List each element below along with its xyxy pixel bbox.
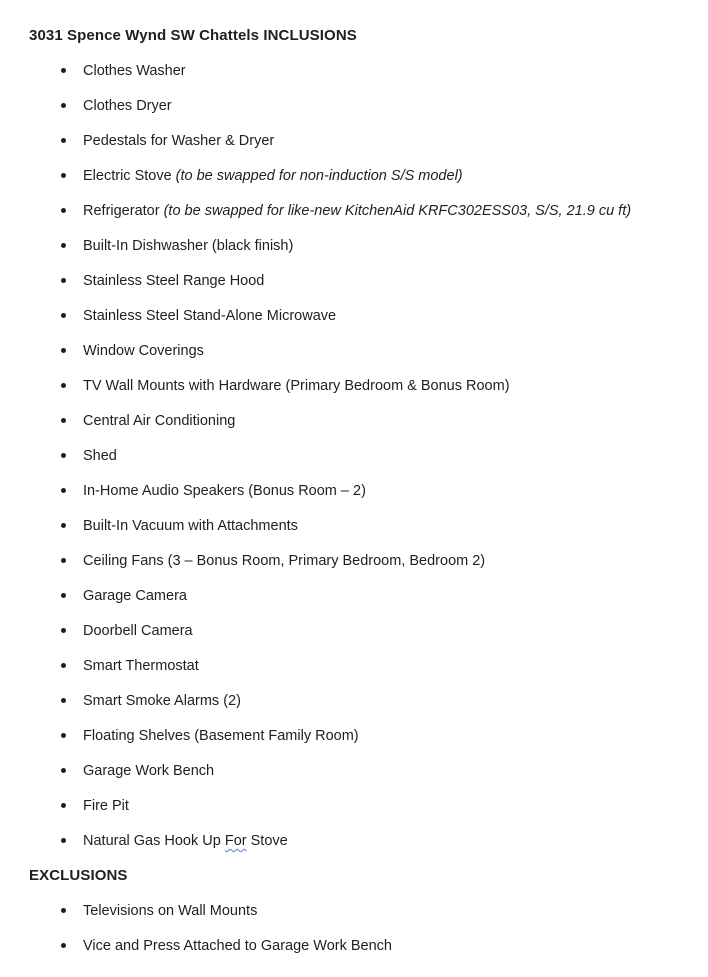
bullet-icon (61, 593, 66, 598)
list-item-text (83, 553, 485, 569)
list-item-text (83, 308, 336, 324)
list-item-text (83, 588, 187, 604)
text-segment: Ceiling Fans (3 – Bonus Room, Primary Bedroom, Bedroom 2) (83, 553, 486, 569)
text-segment: In-Home Audio Speakers (Bonus Room – 2) (83, 483, 366, 499)
list-item-text (83, 728, 359, 744)
list-item-text (83, 98, 172, 114)
bullet-icon (61, 488, 66, 493)
bullet-icon (61, 908, 66, 913)
text-segment: Televisions on Wall Mounts (83, 903, 258, 919)
list-item (29, 271, 698, 291)
bullet-icon (61, 173, 66, 178)
text-segment: Doorbell Camera (83, 623, 193, 639)
list-item-text (83, 63, 186, 79)
list-item-text (83, 658, 199, 674)
text-segment: Smart Thermostat (83, 658, 199, 674)
list-item (29, 96, 698, 116)
text-segment: Clothes Washer (83, 63, 186, 79)
text-segment: Pedestals for Washer & Dryer (83, 133, 275, 149)
text-segment: Garage Camera (83, 588, 187, 604)
bullet-icon (61, 138, 66, 143)
text-segment: Built-In Dishwasher (black finish) (83, 238, 294, 254)
text-segment: Electric Stove (83, 168, 176, 184)
list-item-text (83, 623, 193, 639)
text-segment: Clothes Dryer (83, 98, 172, 114)
list-item-text (83, 413, 235, 429)
list-item (29, 446, 698, 466)
list-item-text (83, 168, 463, 184)
list-item (29, 936, 698, 956)
text-segment: Refrigerator (83, 203, 164, 219)
grammar-flagged-word: For (224, 833, 247, 849)
list-item (29, 481, 698, 501)
list-item (29, 306, 698, 326)
list-item (29, 831, 698, 851)
text-segment: Smart Smoke Alarms (2) (83, 693, 241, 709)
bullet-icon (61, 943, 66, 948)
list-item (29, 691, 698, 711)
bullet-icon (61, 628, 66, 633)
list-item-text (83, 133, 274, 149)
list-item (29, 796, 698, 816)
list-item-text (83, 903, 257, 919)
list-item-text (83, 273, 264, 289)
bullet-icon (61, 243, 66, 248)
list-item (29, 761, 698, 781)
bullet-icon (61, 103, 66, 108)
text-segment: Built-In Vacuum with Attachments (83, 518, 298, 534)
text-segment: Fire Pit (83, 798, 129, 814)
bullet-icon (61, 803, 66, 808)
text-segment: Stainless Steel Stand-Alone Microwave (83, 308, 337, 324)
list-item (29, 376, 698, 396)
text-segment: Shed (83, 448, 117, 464)
list-item-text (83, 763, 214, 779)
bullet-icon (61, 768, 66, 773)
italic-note: (to be swapped for like-new KitchenAid KRFC302ESS03, S/S, 21.9 cu ft) (163, 203, 632, 219)
exclusions-heading: EXCLUSIONS (29, 867, 128, 884)
text-segment: Stove (246, 833, 288, 849)
list-item (29, 166, 698, 186)
bullet-icon (61, 418, 66, 423)
inclusions-list (29, 61, 698, 851)
list-item-text (83, 798, 129, 814)
bullet-icon (61, 313, 66, 318)
list-item (29, 201, 698, 221)
bullet-icon (61, 733, 66, 738)
bullet-icon (61, 523, 66, 528)
bullet-icon (61, 278, 66, 283)
list-item (29, 61, 698, 81)
list-item-text (83, 518, 298, 534)
list-item (29, 621, 698, 641)
bullet-icon (61, 383, 66, 388)
list-item-text (83, 378, 510, 394)
bullet-icon (61, 558, 66, 563)
bullet-icon (61, 348, 66, 353)
list-item (29, 586, 698, 606)
list-item-text (83, 483, 366, 499)
list-item (29, 726, 698, 746)
list-item-text (83, 448, 117, 464)
list-item (29, 411, 698, 431)
bullet-icon (61, 663, 66, 668)
text-segment: Vice and Press Attached to Garage Work Bench (83, 938, 392, 954)
inclusions-heading: 3031 Spence Wynd SW Chattels INCLUSIONS (29, 27, 357, 44)
text-segment: Window Coverings (83, 343, 204, 359)
list-item (29, 551, 698, 571)
list-item-text (83, 343, 204, 359)
list-item-text (83, 938, 392, 954)
bullet-icon (61, 208, 66, 213)
list-item-text (83, 833, 288, 849)
text-segment: Garage Work Bench (83, 763, 215, 779)
italic-note: (to be swapped for non-induction S/S model) (175, 168, 463, 184)
exclusions-list (29, 901, 698, 956)
list-item (29, 656, 698, 676)
list-item (29, 516, 698, 536)
list-item (29, 341, 698, 361)
bullet-icon (61, 68, 66, 73)
bullet-icon (61, 698, 66, 703)
list-item (29, 131, 698, 151)
list-item-text (83, 693, 241, 709)
text-segment: Floating Shelves (Basement Family Room) (83, 728, 359, 744)
text-segment: TV Wall Mounts with Hardware (Primary Bedroom & Bonus Room) (83, 378, 510, 394)
text-segment: Natural Gas Hook Up (83, 833, 225, 849)
bullet-icon (61, 838, 66, 843)
text-segment: Stainless Steel Range Hood (83, 273, 265, 289)
text-segment: Central Air Conditioning (83, 413, 236, 429)
list-item-text (83, 238, 293, 254)
list-item (29, 236, 698, 256)
list-item (29, 901, 698, 921)
list-item-text (83, 203, 631, 219)
bullet-icon (61, 453, 66, 458)
